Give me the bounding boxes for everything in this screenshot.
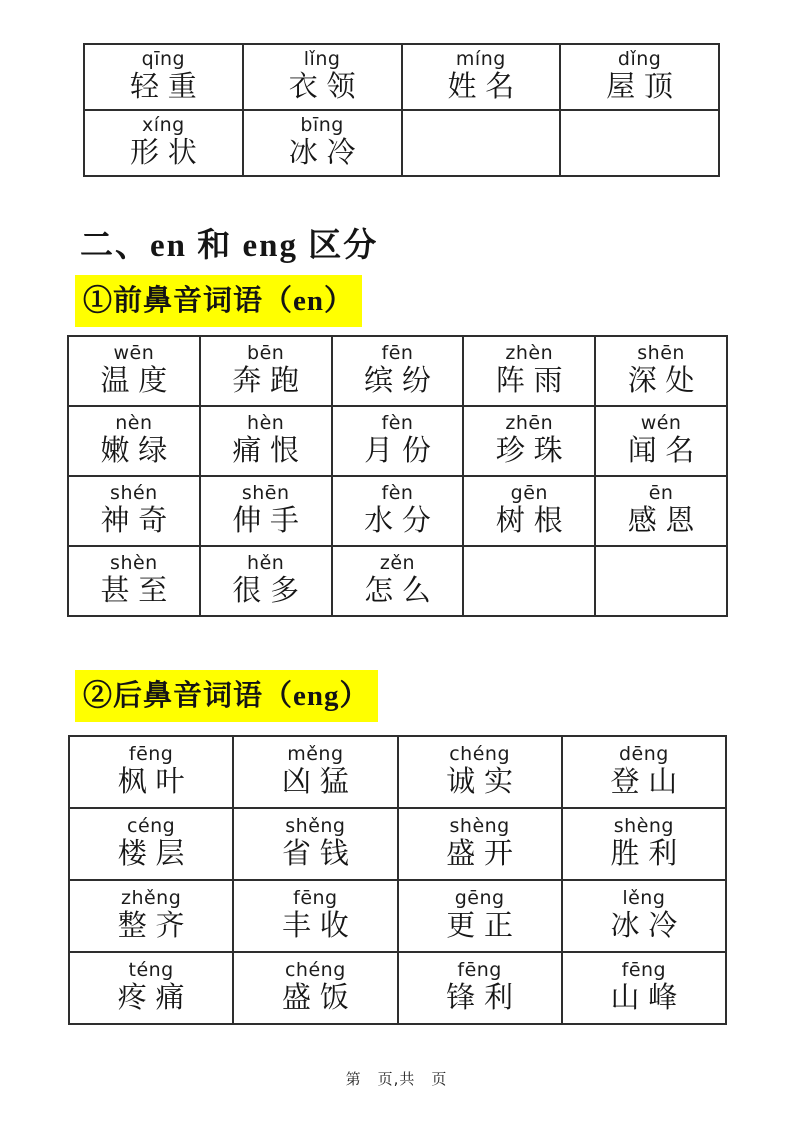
- word-cell: [200, 406, 332, 476]
- pinyin: gēn: [510, 482, 548, 504]
- word-cell-empty: [402, 110, 561, 176]
- pinyin: zěn: [379, 552, 416, 574]
- table-row: [68, 406, 727, 476]
- table-en-words: [67, 335, 728, 617]
- word-cell: [332, 336, 464, 406]
- word-cell: [84, 44, 243, 110]
- hanzi-word: 月份: [364, 435, 440, 467]
- hanzi-word: 珍珠: [495, 435, 572, 467]
- hanzi-word: 神奇: [100, 505, 176, 537]
- page-number-footer: 第 页,共 页: [345, 1070, 448, 1088]
- pinyin: fēng: [293, 887, 338, 909]
- word-cell: [233, 880, 397, 952]
- word-cell: [560, 44, 719, 110]
- pinyin: téng: [128, 959, 174, 981]
- hanzi-word: 屋顶: [606, 71, 682, 103]
- word-cell: [398, 808, 562, 880]
- word-cell: [332, 476, 464, 546]
- hanzi-word: 省钱: [282, 838, 358, 870]
- pinyin: zhěng: [120, 887, 182, 909]
- pinyin: xíng: [142, 114, 185, 136]
- pinyin: shèng: [449, 815, 510, 837]
- table-eng-words: [68, 735, 727, 1025]
- word-cell: [398, 952, 562, 1024]
- hanzi-word: 衣领: [288, 71, 365, 103]
- pinyin: shěng: [285, 815, 346, 837]
- word-cell: [398, 736, 562, 808]
- hanzi-word: 水分: [364, 505, 440, 537]
- word-cell: [562, 952, 726, 1024]
- word-cell: [200, 476, 332, 546]
- hanzi-word: 凶猛: [282, 766, 358, 798]
- hanzi-word: 树根: [495, 505, 572, 537]
- pinyin: shēn: [241, 482, 290, 504]
- hanzi-word: 甚至: [100, 575, 176, 607]
- hanzi-word: 缤纷: [364, 365, 440, 397]
- table-row: [69, 952, 726, 1024]
- hanzi-word: 姓名: [447, 71, 523, 103]
- hanzi-word: 嫩绿: [100, 435, 176, 467]
- hanzi-word: 丰收: [282, 910, 358, 942]
- word-cell: [200, 336, 332, 406]
- hanzi-word: 胜利: [610, 838, 686, 870]
- hanzi-word: 整齐: [117, 910, 194, 942]
- pinyin: lǐng: [303, 48, 341, 70]
- table-row: [68, 546, 727, 616]
- word-cell: [233, 808, 397, 880]
- table-row: [69, 808, 726, 880]
- pinyin: shèn: [110, 552, 158, 574]
- pinyin: hěn: [247, 552, 285, 574]
- pinyin: wén: [640, 412, 682, 434]
- hanzi-word: 很多: [232, 575, 308, 607]
- hanzi-word: 冰冷: [610, 910, 686, 942]
- word-cell-empty: [560, 110, 719, 176]
- word-cell: [68, 336, 200, 406]
- hanzi-word: 锋利: [446, 982, 522, 1014]
- word-cell: [463, 476, 595, 546]
- hanzi-word: 轻重: [130, 71, 206, 103]
- word-cell: [463, 336, 595, 406]
- pinyin: fèn: [381, 482, 414, 504]
- pinyin: zhèn: [505, 342, 554, 364]
- word-cell: [69, 952, 233, 1024]
- word-cell: [69, 736, 233, 808]
- word-cell: [69, 808, 233, 880]
- word-cell: [200, 546, 332, 616]
- hanzi-word: 阵雨: [495, 365, 572, 397]
- word-cell: [233, 736, 397, 808]
- table-row: [69, 736, 726, 808]
- word-cell: [562, 880, 726, 952]
- pinyin: fèn: [381, 412, 414, 434]
- hanzi-word: 奔跑: [232, 365, 308, 397]
- word-cell: [84, 110, 243, 176]
- word-cell: [402, 44, 561, 110]
- word-cell: [68, 546, 200, 616]
- word-cell: [398, 880, 562, 952]
- word-cell: [463, 406, 595, 476]
- word-cell: [332, 406, 464, 476]
- word-cell: [332, 546, 464, 616]
- hanzi-word: 闻名: [627, 435, 704, 467]
- hanzi-word: 伸手: [232, 505, 308, 537]
- table-row: [69, 880, 726, 952]
- hanzi-word: 山峰: [610, 982, 686, 1014]
- pinyin: céng: [127, 815, 176, 837]
- table-row: [68, 336, 727, 406]
- word-cell: [233, 952, 397, 1024]
- hanzi-word: 枫叶: [117, 766, 194, 798]
- pinyin: shèng: [613, 815, 674, 837]
- hanzi-word: 盛开: [446, 838, 522, 870]
- pinyin: fēng: [128, 743, 174, 765]
- word-cell: [562, 736, 726, 808]
- hanzi-word: 怎么: [364, 575, 440, 607]
- pinyin: shēn: [637, 342, 685, 364]
- word-cell-empty: [595, 546, 727, 616]
- pinyin: zhēn: [505, 412, 554, 434]
- word-cell: [68, 476, 200, 546]
- hanzi-word: 冰冷: [288, 137, 365, 169]
- subheading-en-highlight: ①前鼻音词语（en）: [75, 275, 362, 327]
- pinyin: dēng: [618, 743, 669, 765]
- hanzi-word: 登山: [610, 766, 686, 798]
- hanzi-word: 诚实: [446, 766, 522, 798]
- pinyin: fēng: [621, 959, 667, 981]
- hanzi-word: 盛饭: [282, 982, 358, 1014]
- pinyin: fēn: [381, 342, 414, 364]
- pinyin: fēng: [457, 959, 502, 981]
- word-cell: [595, 336, 727, 406]
- table-row: [84, 110, 719, 176]
- table-ing-words: [83, 43, 720, 177]
- pinyin: gēng: [454, 887, 505, 909]
- word-cell-empty: [463, 546, 595, 616]
- pinyin: lěng: [622, 887, 666, 909]
- word-cell: [69, 880, 233, 952]
- table-row: [84, 44, 719, 110]
- subheading-eng-highlight: ②后鼻音词语（eng）: [75, 670, 378, 722]
- pinyin: chéng: [284, 959, 346, 981]
- pinyin: bēn: [247, 342, 285, 364]
- word-cell: [562, 808, 726, 880]
- pinyin: wēn: [113, 342, 155, 364]
- pinyin: ēn: [648, 482, 674, 504]
- word-cell: [595, 476, 727, 546]
- section-heading: 二、en 和 eng 区分: [80, 228, 379, 264]
- word-cell: [243, 110, 402, 176]
- pinyin: shén: [110, 482, 158, 504]
- hanzi-word: 深处: [627, 365, 704, 397]
- pinyin: qīng: [141, 48, 186, 70]
- word-cell: [595, 406, 727, 476]
- hanzi-word: 疼痛: [117, 982, 194, 1014]
- hanzi-word: 感恩: [627, 505, 704, 537]
- pinyin: měng: [287, 743, 344, 765]
- hanzi-word: 更正: [446, 910, 522, 942]
- hanzi-word: 形状: [130, 137, 206, 169]
- pinyin: bīng: [300, 114, 344, 136]
- pinyin: chéng: [449, 743, 511, 765]
- hanzi-word: 温度: [100, 365, 176, 397]
- hanzi-word: 楼层: [117, 838, 194, 870]
- hanzi-word: 痛恨: [232, 435, 308, 467]
- pinyin: dǐng: [617, 48, 662, 70]
- pinyin: nèn: [115, 412, 153, 434]
- word-cell: [243, 44, 402, 110]
- table-row: [68, 476, 727, 546]
- word-cell: [68, 406, 200, 476]
- pinyin: hèn: [247, 412, 285, 434]
- pinyin: míng: [455, 48, 506, 70]
